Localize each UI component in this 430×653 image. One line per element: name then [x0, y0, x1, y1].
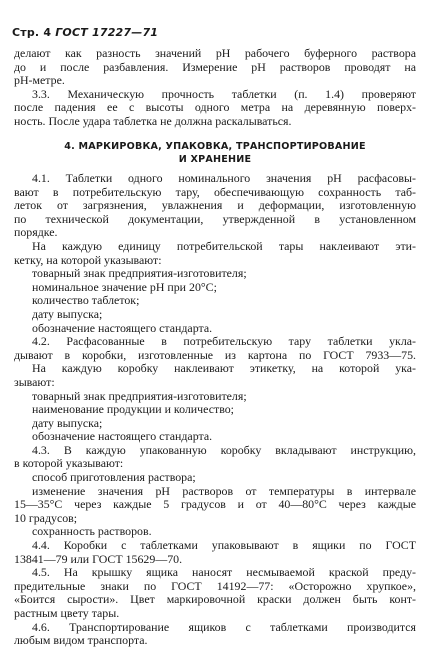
text-line: способ приготовления раствора;	[32, 470, 196, 485]
text-line: 4.2. Расфасованные в потребительскую тару таблетки укла-	[32, 334, 416, 349]
text-line: 10 градусов;	[14, 510, 78, 525]
text-line: 4.3. В каждую упакованную коробку вкладывают инструкцию,	[32, 442, 416, 457]
section-title	[0, 140, 430, 166]
section-title-line1: 4. МАРКИРОВКА, УПАКОВКА, ТРАНСПОРТИРОВАНИЕ	[64, 141, 366, 152]
text-line: обозначение настоящего стандарта.	[32, 320, 213, 335]
text-line: порядке.	[14, 225, 58, 240]
text-line: изменение значения pH растворов от температуры в интервале	[32, 483, 416, 498]
text-line: после падения ее с высоты одного метра на деревянную поверх-	[14, 100, 416, 115]
text-line: «Боится сырости». Цвет маркировочной краски должен быть конт-	[14, 592, 416, 607]
text-line: делают как разность значений pH рабочего буферного раствора	[14, 46, 416, 60]
text-line: предительные знаки по ГОСТ 14192—77: «Осторожно хрупкое»,	[14, 578, 416, 593]
text-line: 3.3. Механическую прочность таблетки (п. 1.4) проверяют	[32, 86, 416, 101]
text-line: вают в потребительскую тару, обеспечивающую сохранность таб-	[14, 184, 416, 199]
text-line: товарный знак предприятия-изготовителя;	[32, 266, 247, 281]
text-line: 4.1. Таблетки одного номинального значения pH расфасовы-	[32, 171, 416, 185]
text-line: 15—35°С через каждые 5 градусов и от 40—80°С через каждые	[14, 497, 416, 512]
text-line: по технической документации, утвержденной в установленном	[14, 211, 416, 226]
text-line: pH-метре.	[14, 73, 65, 88]
text-line: 13841—79 или ГОСТ 15629—70.	[14, 551, 183, 566]
text-line: растным цвету тары.	[14, 606, 120, 620]
text-line: дату выпуска;	[32, 306, 103, 321]
top-paragraphs	[14, 47, 416, 129]
text-line: На каждую единицу потребительской тары наклеивают эти-	[32, 238, 416, 253]
section-title-line2: И ХРАНЕНИЕ	[178, 154, 252, 165]
text-line: наименование продукции и количество;	[32, 402, 234, 417]
page-header	[12, 26, 158, 39]
text-line: до и после разбавления. Измерение pH растворов проводят на	[14, 59, 416, 74]
text-line: товарный знак предприятия-изготовителя;	[32, 388, 247, 403]
text-line: любым видом транспорта.	[14, 633, 148, 648]
text-line: номинальное значение pH при 20°С;	[32, 279, 217, 294]
text-line: ность. После удара таблетка не должна раскалываться.	[14, 113, 292, 128]
text-line: На каждую коробку наклеивают этикетку, на которой ука-	[32, 361, 416, 376]
text-line: 4.4. Коробки с таблетками упаковывают в ящики по ГОСТ	[32, 538, 416, 553]
text-line: 4.6. Транспортирование ящиков с таблетками производится	[32, 619, 416, 634]
standard-number: ГОСТ 17227—71	[55, 26, 159, 39]
text-line: дывают в коробки, изготовленные из картона по ГОСТ 7933—75.	[14, 347, 416, 362]
text-line: обозначение настоящего стандарта.	[32, 429, 213, 444]
text-line: кетку, на которой указывают:	[14, 252, 162, 267]
text-line: в которой указывают:	[14, 456, 124, 471]
text-line: леток от загрязнения, увлажнения и деформации, изготовленную	[14, 198, 416, 213]
text-line: дату выпуска;	[32, 415, 103, 430]
text-line: зывают:	[14, 374, 55, 389]
page-number: Стр. 4	[12, 26, 52, 39]
text-line: сохранность растворов.	[32, 524, 152, 539]
section-body	[14, 172, 416, 648]
text-line: 4.5. На крышку ящика наносят несмываемой краской преду-	[32, 565, 416, 580]
text-line: количество таблеток;	[32, 293, 140, 308]
